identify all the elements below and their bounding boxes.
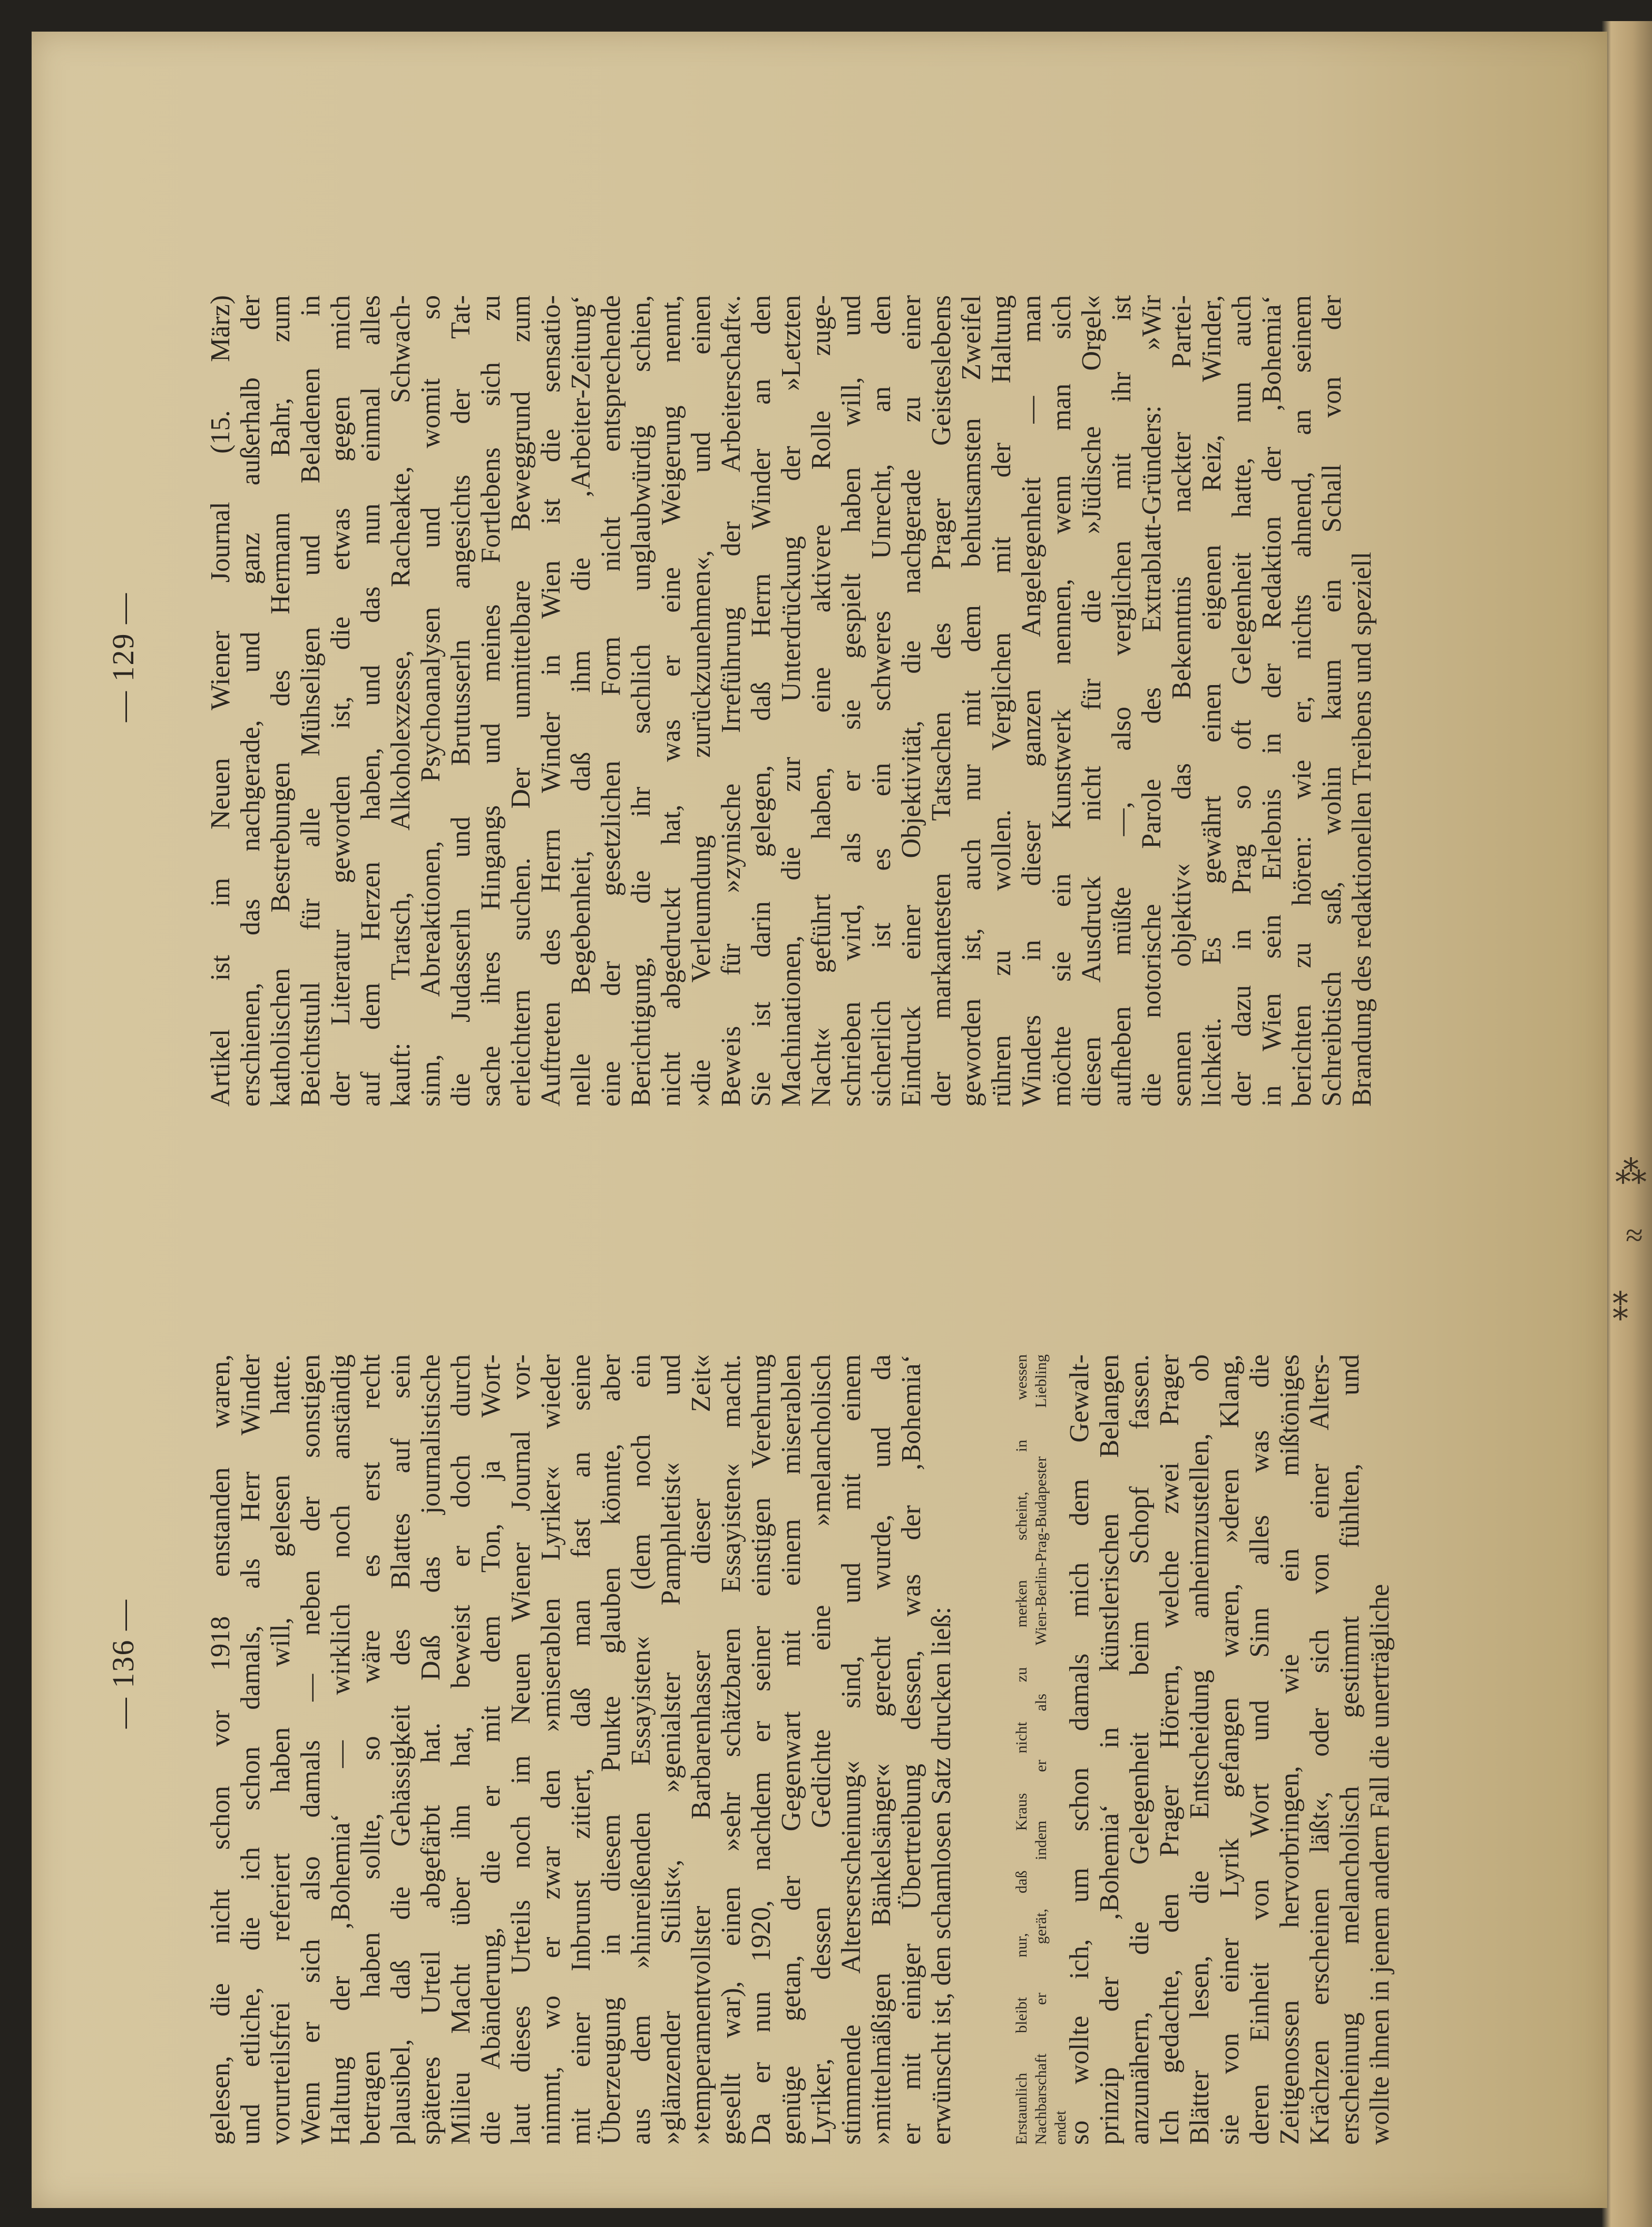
next-page-edge: [1602, 21, 1652, 2227]
text-line: erschienen, das nachgerade, und ganz außerhalb der: [236, 295, 266, 1107]
text-line: Wenn er sich also damals — neben der sonstigen: [296, 1354, 326, 2145]
text-line: Beweis für »zynische Irreführung der Arbeiterschaft«.: [716, 295, 746, 1107]
text-line: aus dem »hinreißenden Essayisten« (dem noch ein: [626, 1354, 656, 2145]
text-line: deren Einheit von Wort und Sinn alles was die: [1245, 1354, 1275, 2145]
text-line: Machinationen, die zur Unterdrückung der »Letzten: [776, 295, 806, 1107]
text-line: Erstaunlich bleibt nur, daß Kraus nicht zu merken scheint, in wessen: [1013, 1354, 1030, 2145]
text-line: er mit einiger Übertreibung dessen, was der ‚Bohemia‘: [896, 1354, 926, 2145]
text-line: Lyriker, dessen Gedichte eine »melancholisch: [806, 1354, 836, 2145]
text-line: stimmende Alterserscheinung« sind, und mit einem: [836, 1354, 866, 2145]
text-line: vorurteilsfrei referiert haben will, gelesen hatte.: [266, 1354, 296, 2145]
edge-mark: ≈: [1626, 1218, 1643, 1253]
text-line: berichten zu hören: wie er, nichts ahnend, an seinem: [1287, 295, 1317, 1107]
text-line: Milieu Macht über ihn hat, beweist er doch durch: [446, 1354, 476, 2145]
text-line: genüge getan, der Gegenwart mit einem miserablen: [776, 1354, 806, 2145]
text-line: sennen objektiv« das Bekenntnis nackter Partei-: [1167, 295, 1197, 1107]
edge-mark: ⁂: [1615, 1155, 1647, 1190]
text-line: geworden ist, auch nur mit dem behutsamsten Zweifel: [956, 295, 986, 1107]
text-line: sicherlich ist es ein schweres Unrecht, an den: [866, 295, 896, 1107]
text-line: anzunähern, die Gelegenheit beim Schopf fassen.: [1125, 1354, 1155, 2145]
text-line: sache ihres Hingangs und meines Fortlebens sich zu: [476, 295, 506, 1107]
text-line: Ich gedachte, den Prager Hörern, welche zwei Prager: [1155, 1354, 1185, 2145]
text-line: eine der gesetzlichen Form nicht entsprechende: [596, 295, 626, 1107]
text-line: der markantesten Tatsachen des Prager Geisteslebens: [926, 295, 956, 1107]
text-line: »glänzender Stilist«, »genialster Pamphletist« und: [656, 1354, 686, 2145]
edge-mark: ⁑: [1612, 1292, 1628, 1327]
text-line: späteres Urteil abgefärbt hat. Daß das journalistische: [416, 1354, 446, 2145]
text-line: Zeitgenossen hervorbringen, wie ein mißtöniges: [1275, 1354, 1305, 2145]
text-line: erleichtern suchen. Der unmittelbare Beweggrund zum: [506, 295, 536, 1107]
text-line: so wollte ich, um schon damals mich dem Gewalt-: [1064, 1354, 1094, 2145]
text-line: Sie ist darin gelegen, daß Herrn Winder an den: [746, 295, 776, 1107]
text-line: mit einer Inbrunst zitiert, daß man fast an seine: [566, 1354, 596, 2145]
text-line: erwünscht ist, den schamlosen Satz drucken ließ:: [926, 1607, 956, 2145]
text-line: gelesen, die nicht schon vor 1918 enstanden waren,: [206, 1354, 236, 2145]
page-number-left: — 136 —: [106, 1599, 140, 1728]
text-line: diesen Ausdruck nicht für die »Jüdische Orgel«: [1077, 295, 1107, 1107]
text-line: gesellt war), einen »sehr schätzbaren Essayisten« macht.: [716, 1354, 746, 2145]
text-line: Berichtigung, die ihr sachlich unglaubwürdig schien,: [626, 295, 656, 1107]
text-line: Beichtstuhl für alle Mühseligen und Beladenen in: [296, 295, 326, 1107]
text-line: plausibel, daß die Gehässigkeit des Blattes auf sein: [386, 1354, 416, 2145]
text-line: Eindruck einer Objektivität, die nachgerade zu einer: [896, 295, 926, 1107]
left-column-body: [206, 1354, 956, 2145]
text-line: Überzeugung in diesem Punkte glauben könnte, aber: [596, 1354, 626, 2145]
text-line: Artikel ist im Neuen Wiener Journal (15. März): [206, 295, 236, 1107]
text-line: sinn, Abreaktionen, Psychoanalysen und womit so: [416, 295, 446, 1107]
text-line: der Literatur geworden ist, die etwas gegen mich: [326, 295, 356, 1107]
page-number-right: — 129 —: [106, 592, 140, 722]
text-line: »temperamentvollster Barbarenhasser dieser Zeit«: [686, 1354, 716, 2145]
text-line: und etliche, die ich schon damals, als Herr Winder: [236, 1354, 266, 2145]
text-line: schrieben wird, als er sie gespielt haben will, und: [836, 295, 866, 1107]
text-line: katholischen Bestrebungen des Hermann Bahr, zum: [266, 295, 296, 1107]
text-line: laut dieses Urteils noch im Neuen Wiener Journal vor-: [506, 1354, 536, 2145]
text-line: Nacht« geführt haben, eine aktivere Rolle zuge-: [806, 295, 836, 1107]
text-line: die Abänderung, die er mit dem Ton, ja Wort-: [476, 1354, 506, 2145]
book-page: [32, 32, 1607, 2208]
text-line: Winders in dieser ganzen Angelegenheit — man: [1016, 295, 1047, 1107]
text-line: Nachbarschaft er gerät, indem er als Wien-Berlin-Prag-Budapester Liebling: [1032, 1354, 1050, 2145]
text-line: Brandung des redaktionellen Treibens und speziell: [1347, 552, 1377, 1107]
text-line: erscheinung melancholisch gestimmt fühlten, und: [1335, 1354, 1365, 2145]
text-line: rühren zu wollen. Verglichen mit der Haltung: [986, 295, 1016, 1107]
text-line: sie von einer Lyrik gefangen waren, »deren Klang,: [1215, 1354, 1245, 2145]
text-line: endet: [1052, 2111, 1069, 2145]
text-line: »die Verleumdung zurückzunehmen«, und einen: [686, 295, 716, 1107]
text-line: betragen haben sollte, so wäre es erst recht: [356, 1354, 386, 2145]
text-line: nelle Begebenheit, daß ihm die ‚Arbeiter-Zeitung‘: [566, 295, 596, 1107]
text-line: nimmt, wo er zwar den »miserablen Lyriker« wieder: [536, 1354, 566, 2145]
text-line: die notorische Parole des Extrablatt-Gründers: »Wir: [1137, 295, 1167, 1107]
text-line: in Wien sein Erlebnis in der Redaktion der ‚Bohemia‘: [1257, 295, 1287, 1107]
text-line: wollte ihnen in jenem andern Fall die unerträgliche: [1365, 1584, 1395, 2145]
text-line: die Judasserln und Brutusserln angesichts der Tat-: [446, 295, 476, 1107]
text-line: der dazu in Prag so oft Gelegenheit hatte, nun auch: [1227, 295, 1257, 1107]
text-line: Krächzen erscheinen läßt«, oder sich von einer Alters-: [1305, 1354, 1335, 2145]
text-line: auf dem Herzen haben, und das nun einmal alles: [356, 295, 386, 1107]
text-line: lichkeit. Es gewährt einen eigenen Reiz, Winder,: [1197, 295, 1227, 1107]
left-column-continuation: [1064, 1354, 1395, 2145]
text-line: Da er nun 1920, nachdem er seiner einstigen Verehrung: [746, 1354, 776, 2145]
right-column-body: [206, 295, 1377, 1107]
text-line: prinzip der ‚Bohemia‘ in künstlerischen Belangen: [1094, 1354, 1125, 2145]
text-line: Auftreten des Herrn Winder in Wien ist die sensatio-: [536, 295, 566, 1107]
text-line: Schreibtisch saß, wohin kaum ein Schall von der: [1317, 295, 1347, 1107]
text-line: nicht abgedruckt hat, was er eine Weigerung nennt,: [656, 295, 686, 1107]
text-line: kauft: Tratsch, Alkoholexzesse, Racheakte, Schwach-: [386, 295, 416, 1107]
text-line: »mittelmäßigen Bänkelsänger« gerecht wurde, und da: [866, 1354, 896, 2145]
rotated-spread: [32, 32, 1607, 2208]
text-line: möchte sie ein Kunstwerk nennen, wenn man sich: [1047, 295, 1077, 1107]
left-column-footnote: [1012, 1354, 1070, 2145]
text-line: Haltung der ‚Bohemia‘ — wirklich noch anständig: [326, 1354, 356, 2145]
text-line: Blätter lesen, die Entscheidung anheimzustellen, ob: [1185, 1354, 1215, 2145]
text-line: aufheben müßte —, also verglichen mit ihr ist: [1107, 295, 1137, 1107]
